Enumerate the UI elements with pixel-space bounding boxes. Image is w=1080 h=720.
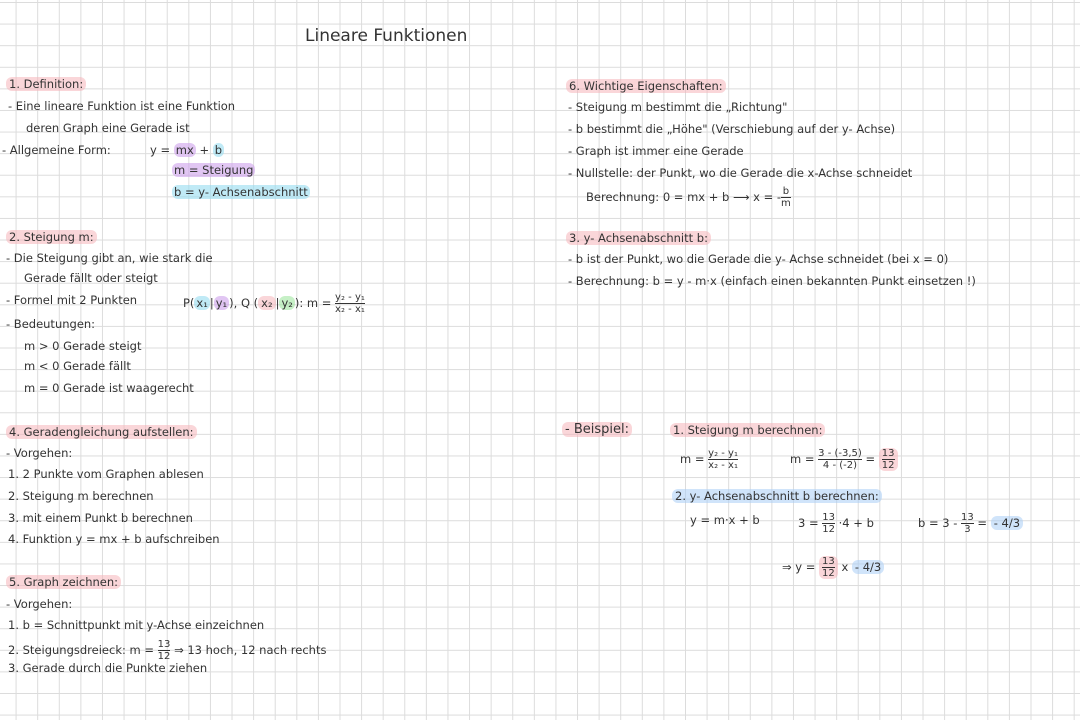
example-label: - Beispiel: [562, 422, 632, 437]
text-line: - Nullstelle: der Punkt, wo die Gerade die x-Achse schneidet [568, 166, 913, 180]
heading: 4. Geradengleichung aufstellen: [6, 425, 197, 439]
text-line: 1. b = Schnittpunkt mit y-Achse einzeichnen [8, 618, 265, 632]
text-line: - Berechnung: b = y - m·x (einfach einen bekannten Punkt einsetzen !) [568, 274, 976, 288]
b-definition: b = y- Achsenabschnitt [174, 185, 308, 199]
text-line: - Formel mit 2 Punkten [6, 293, 138, 307]
text-line: - Eine lineare Funktion ist eine Funktion [8, 99, 236, 113]
slope-formula: m = $\frac{\text{y₂ - y₁}}{\text{x₂ - x₁}}$ [680, 448, 738, 471]
m-definition: m = Steigung [174, 163, 254, 177]
equation: 3 = $\frac{13}{12}$ ·4 + b [798, 512, 874, 535]
text-line: - Bedeutungen: [6, 317, 96, 331]
heading: 2. Steigung m: [6, 230, 97, 244]
text-line: 1. 2 Punkte vom Graphen ablesen [8, 467, 204, 481]
text-line: - Vorgehen: [6, 597, 73, 611]
heading: 3. y- Achsenabschnitt b: [566, 231, 711, 245]
text-line: m < 0 Gerade fällt [24, 359, 131, 373]
equation: b = 3 - $\frac{13}{3}$ = - 4/3 [918, 512, 1023, 535]
text-line: - Vorgehen: [6, 446, 73, 460]
text-line: - Allgemeine Form: [2, 143, 111, 157]
text-line: - Die Steigung gibt an, wie stark die [6, 251, 213, 265]
page-title: Lineare Funktionen [305, 26, 468, 46]
equation: y = m·x + b [690, 513, 760, 527]
text-line: deren Graph eine Gerade ist [26, 121, 190, 135]
general-form: y = mx + b [150, 143, 223, 157]
heading: 6. Wichtige Eigenschaften: [566, 79, 726, 93]
heading: 5. Graph zeichnen: [6, 575, 121, 589]
two-point-formula: P( x₁ | y₁ ), Q ( x₂ | y₂ ): m = $\frac{\text{y₂ - y₁}}{\text{x₂ - x₁}}$ [183, 292, 365, 315]
slope-calculation: m = $\frac{3 - (-3,5)}{4 - (-2)}$ = $\frac{13}{12}$ [790, 448, 898, 471]
text-line: 4. Funktion y = mx + b aufschreiben [8, 532, 220, 546]
result-equation: ⇒ y = $\frac{13}{12}$ x - 4/3 [782, 556, 884, 579]
text-line: - b ist der Punkt, wo die Gerade die y- Achse schneidet (bei x = 0) [568, 252, 949, 266]
heading: 1. Steigung m berechnen: [670, 423, 825, 437]
text-line: m = 0 Gerade ist waagerecht [24, 381, 194, 395]
heading: 2. y- Achsenabschnitt b berechnen: [672, 489, 882, 503]
text-line: 3. Gerade durch die Punkte ziehen [8, 661, 208, 675]
text-line: Berechnung: 0 = mx + b ⟶ x = - $\frac{b}{m}$ [586, 186, 791, 209]
text-line: 3. mit einem Punkt b berechnen [8, 511, 193, 525]
heading: 1. Definition: [6, 77, 86, 91]
text-line: 2. Steigungsdreieck: m = $\frac{13}{12}$ ⇒ 13 hoch, 12 nach rechts [8, 639, 327, 662]
text-line: Gerade fällt oder steigt [24, 271, 158, 285]
text-line: - Graph ist immer eine Gerade [568, 144, 744, 158]
text-line: - Steigung m bestimmt die „Richtung" [568, 100, 788, 114]
text-line: 2. Steigung m berechnen [8, 489, 154, 503]
text-line: - b bestimmt die „Höhe" (Verschiebung auf der y- Achse) [568, 122, 896, 136]
text-line: m > 0 Gerade steigt [24, 339, 142, 353]
